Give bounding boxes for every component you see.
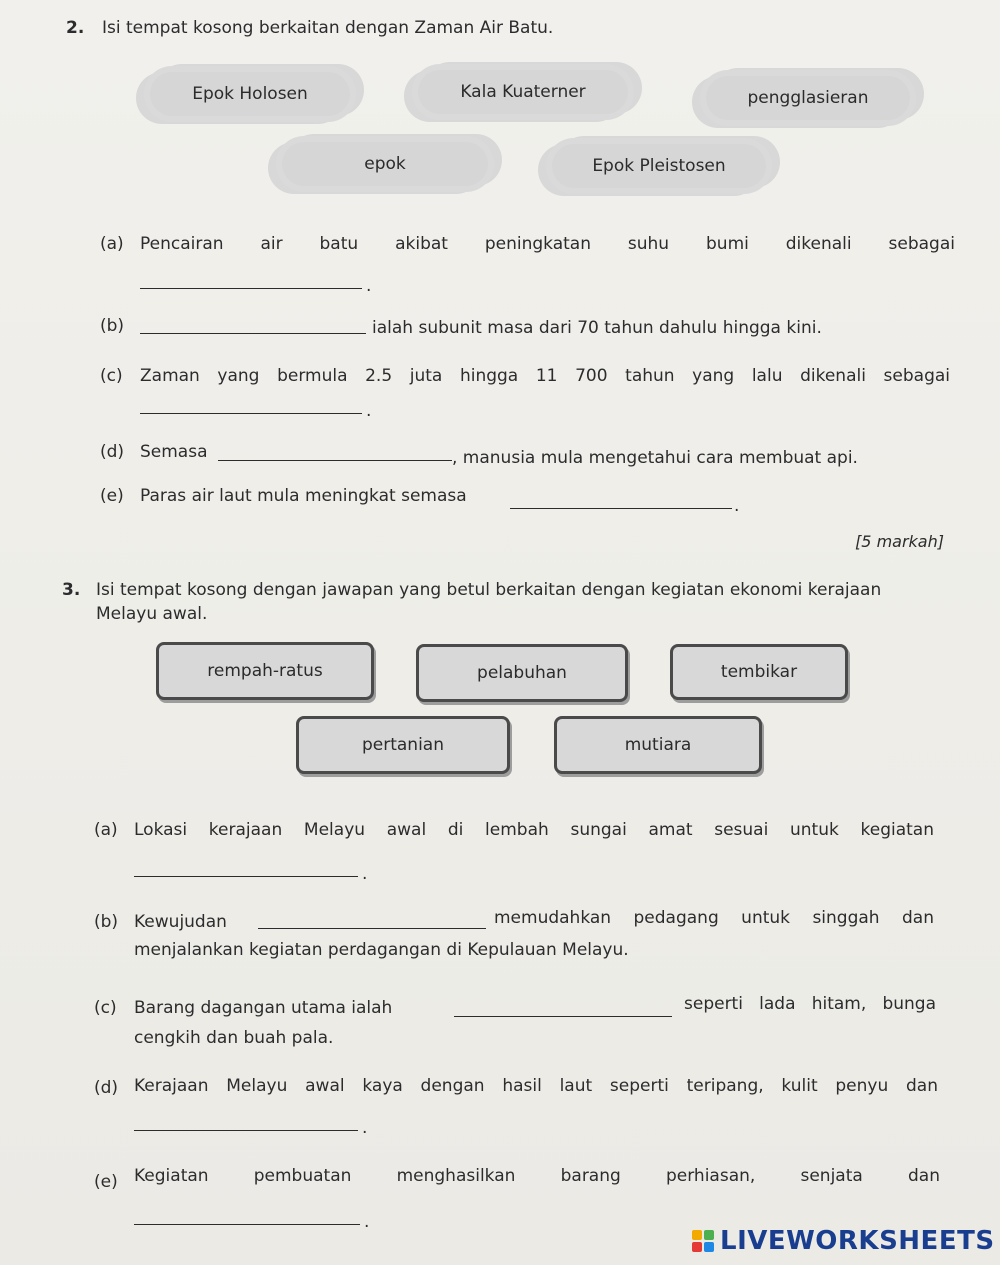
answer-blank[interactable] bbox=[140, 391, 362, 413]
word-bank-cloud bbox=[706, 76, 910, 120]
item-label: (d) bbox=[94, 1078, 119, 1098]
blank-underline bbox=[134, 1224, 360, 1225]
word-bank-cloud bbox=[150, 72, 350, 116]
answer-blank[interactable] bbox=[134, 1108, 358, 1130]
liveworksheets-logo bbox=[692, 1225, 995, 1257]
answer-blank[interactable] bbox=[218, 438, 452, 460]
blank-underline bbox=[134, 876, 358, 877]
q3-prompt-line1: Isi tempat kosong dengan jawapan yang betul berkaitan dengan kegiatan ekonomi kerajaan bbox=[96, 580, 882, 600]
item-text: , manusia mula mengetahui cara membuat api. bbox=[452, 448, 858, 468]
word-bank-tile bbox=[554, 716, 762, 774]
item-label: (b) bbox=[94, 912, 119, 932]
item-end: . bbox=[366, 276, 372, 296]
liveworksheets-logo-icon bbox=[692, 1230, 714, 1252]
word-bank-tile bbox=[670, 644, 848, 700]
item-label: (c) bbox=[100, 366, 123, 386]
q2-number: 2. bbox=[66, 18, 85, 38]
item-text-line2: cengkih dan buah pala. bbox=[134, 1028, 334, 1048]
item-text: Pencairan air batu akibat peningkatan suhu bumi dikenali sebagai bbox=[140, 234, 955, 254]
word-bank-label: Kala Kuaterner bbox=[460, 82, 586, 102]
word-bank-tile bbox=[156, 642, 374, 700]
word-bank-label: Epok Holosen bbox=[192, 84, 308, 104]
word-bank-label: pengglasieran bbox=[747, 88, 869, 108]
word-bank-label: pertanian bbox=[361, 735, 444, 755]
item-end: . bbox=[364, 1212, 370, 1232]
blank-underline bbox=[140, 288, 362, 289]
answer-blank[interactable] bbox=[140, 311, 366, 333]
item-end: . bbox=[734, 496, 740, 516]
word-bank-cloud bbox=[418, 70, 628, 114]
word-bank-tile bbox=[416, 644, 628, 702]
item-text: Barang dagangan utama ialah bbox=[134, 998, 393, 1018]
blank-underline bbox=[218, 460, 452, 461]
item-text: Zaman yang bermula 2.5 juta hingga 11 700 tahun yang lalu dikenali sebagai bbox=[140, 366, 950, 386]
item-label: (e) bbox=[94, 1172, 118, 1192]
blank-underline bbox=[510, 508, 732, 509]
q3-prompt-line2: Melayu awal. bbox=[96, 604, 208, 624]
word-bank-cloud bbox=[552, 144, 766, 188]
answer-blank[interactable] bbox=[510, 486, 732, 508]
item-label: (e) bbox=[100, 486, 124, 506]
item-text: Lokasi kerajaan Melayu awal di lembah sungai amat sesuai untuk kegiatan bbox=[134, 820, 934, 840]
item-text-line2: menjalankan kegiatan perdagangan di Kepulauan Melayu. bbox=[134, 940, 629, 960]
marks-label: [5 markah] bbox=[855, 532, 944, 551]
answer-blank[interactable] bbox=[454, 994, 672, 1016]
item-label: (a) bbox=[94, 820, 118, 840]
answer-blank[interactable] bbox=[134, 1202, 360, 1224]
blank-underline bbox=[140, 333, 366, 334]
blank-underline bbox=[134, 1130, 358, 1131]
item-end: . bbox=[366, 401, 372, 421]
blank-underline bbox=[454, 1016, 672, 1017]
logo-square bbox=[692, 1230, 702, 1240]
item-text: Kewujudan bbox=[134, 912, 227, 932]
blank-underline bbox=[258, 928, 486, 929]
word-bank-label: mutiara bbox=[624, 735, 692, 755]
item-text: Kerajaan Melayu awal kaya dengan hasil laut seperti teripang, kulit penyu dan bbox=[134, 1076, 938, 1096]
logo-square bbox=[692, 1242, 702, 1252]
item-label: (a) bbox=[100, 234, 124, 254]
word-bank-tile bbox=[296, 716, 510, 774]
word-bank-label: rempah-ratus bbox=[207, 661, 323, 681]
item-text: Paras air laut mula meningkat semasa bbox=[140, 486, 467, 506]
answer-blank[interactable] bbox=[140, 266, 360, 288]
item-end: . bbox=[362, 1118, 368, 1138]
item-end: . bbox=[362, 864, 368, 884]
item-label: (d) bbox=[100, 442, 125, 462]
item-label: (b) bbox=[100, 316, 125, 336]
word-bank-label: pelabuhan bbox=[477, 663, 567, 683]
q3-number: 3. bbox=[62, 580, 81, 600]
item-text: ialah subunit masa dari 70 tahun dahulu hingga kini. bbox=[372, 318, 822, 338]
q2-prompt: Isi tempat kosong berkaitan dengan Zaman Air Batu. bbox=[102, 18, 554, 38]
word-bank-label: tembikar bbox=[720, 662, 798, 682]
word-bank-label: epok bbox=[364, 154, 406, 174]
logo-text: LIVEWORKSHEETS bbox=[720, 1226, 995, 1256]
answer-blank[interactable] bbox=[134, 854, 358, 876]
blank-underline bbox=[140, 413, 362, 414]
item-text: Kegiatan pembuatan menghasilkan barang perhiasan, senjata dan bbox=[134, 1166, 940, 1186]
item-text: memudahkan pedagang untuk singgah dan bbox=[494, 908, 934, 928]
answer-blank[interactable] bbox=[258, 906, 486, 928]
logo-square bbox=[704, 1230, 714, 1240]
word-bank-cloud bbox=[282, 142, 488, 186]
word-bank-label: Epok Pleistosen bbox=[592, 156, 726, 176]
item-text: seperti lada hitam, bunga bbox=[684, 994, 936, 1014]
item-label: (c) bbox=[94, 998, 117, 1018]
logo-square bbox=[704, 1242, 714, 1252]
item-text: Semasa bbox=[140, 442, 208, 462]
